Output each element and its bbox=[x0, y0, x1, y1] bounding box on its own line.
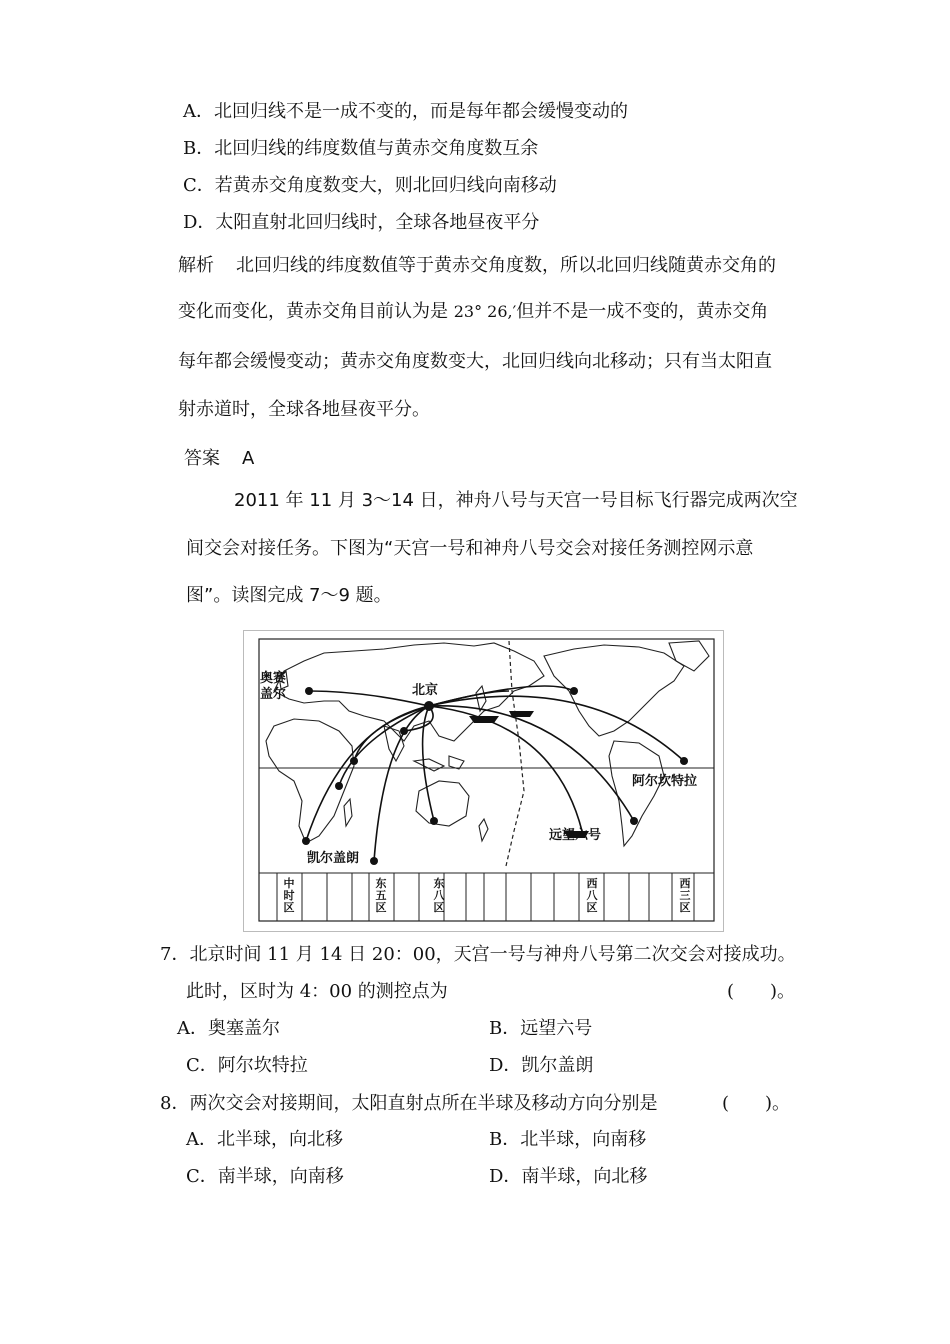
q8-option-d: D．南半球，向北移 bbox=[489, 1166, 648, 1187]
q7-stem-2: 此时，区时为 4：00 的测控点为 bbox=[186, 981, 448, 1002]
answer-row bbox=[184, 447, 254, 471]
option-b: B．北回归线的纬度数值与黄赤交角度数互余 bbox=[183, 138, 539, 159]
tracking-network-map bbox=[243, 630, 724, 932]
analysis-text-1: 北回归线的纬度数值等于黄赤交角度数，所以北回归线随黄赤交角的 bbox=[236, 255, 776, 276]
obliquity-value: 23° 26,′ bbox=[453, 302, 517, 321]
q7-bracket: ( )。 bbox=[727, 981, 796, 1002]
tz-xi3: 西三区 bbox=[679, 877, 691, 914]
q7-stem-1: 7．北京时间 11 月 14 日 20：00，天宫一号与神舟八号第二次交会对接成功。 bbox=[160, 944, 796, 965]
analysis-text-2b: 但并不是一成不变的，黄赤交角 bbox=[516, 301, 769, 322]
q8-bracket: ( )。 bbox=[722, 1093, 791, 1114]
tz-zhong: 中时区 bbox=[283, 877, 295, 914]
analysis-label: 解析 bbox=[178, 255, 214, 276]
label-aosai: 奥赛 bbox=[260, 671, 287, 686]
label-aerkan: 阿尔坎特拉 bbox=[632, 774, 698, 789]
q7-option-c: C．阿尔坎特拉 bbox=[186, 1055, 308, 1076]
answer-value: A bbox=[242, 448, 255, 469]
q8-option-c: C．南半球，向南移 bbox=[186, 1166, 344, 1187]
analysis-line-1 bbox=[178, 254, 776, 278]
label-yuanwang: 远望六号 bbox=[549, 828, 602, 843]
intro-line-1: 2011 年 11 月 3～14 日，神舟八号与天宫一号目标飞行器完成两次空 bbox=[234, 490, 798, 511]
q7-option-d: D．凯尔盖朗 bbox=[489, 1055, 594, 1076]
label-gaier: 盖尔 bbox=[260, 687, 287, 702]
analysis-text-2a: 变化而变化，黄赤交角目前认为是 bbox=[178, 301, 454, 322]
option-a: A．北回归线不是一成不变的，而是每年都会缓慢变动的 bbox=[183, 101, 628, 122]
intro-line-3: 图”。读图完成 7～9 题。 bbox=[186, 585, 392, 606]
option-c: C．若黄赤交角度数变大，则北回归线向南移动 bbox=[183, 175, 557, 196]
q7-option-b: B．远望六号 bbox=[489, 1018, 593, 1039]
answer-label: 答案 bbox=[184, 448, 220, 469]
intro-line-2: 间交会对接任务。下图为“天宫一号和神舟八号交会对接任务测控网示意 bbox=[186, 538, 754, 559]
option-d: D．太阳直射北回归线时，全球各地昼夜平分 bbox=[183, 212, 540, 233]
analysis-line-4: 射赤道时，全球各地昼夜平分。 bbox=[178, 399, 430, 420]
tz-dong5: 东五区 bbox=[375, 877, 387, 914]
analysis-line-2 bbox=[178, 300, 768, 324]
label-kaier: 凯尔盖朗 bbox=[307, 851, 360, 866]
q7-option-a: A．奥塞盖尔 bbox=[177, 1018, 280, 1039]
tz-dong8: 东八区 bbox=[433, 877, 445, 914]
q8-option-a: A．北半球，向北移 bbox=[186, 1129, 343, 1150]
q8-option-b: B．北半球，向南移 bbox=[489, 1129, 647, 1150]
analysis-line-3: 每年都会缓慢变动；黄赤交角度数变大，北回归线向北移动；只有当太阳直 bbox=[178, 351, 772, 372]
label-beijing: 北京 bbox=[412, 683, 439, 698]
q8-stem: 8．两次交会对接期间，太阳直射点所在半球及移动方向分别是 bbox=[160, 1093, 658, 1114]
tz-xi8: 西八区 bbox=[586, 877, 598, 914]
